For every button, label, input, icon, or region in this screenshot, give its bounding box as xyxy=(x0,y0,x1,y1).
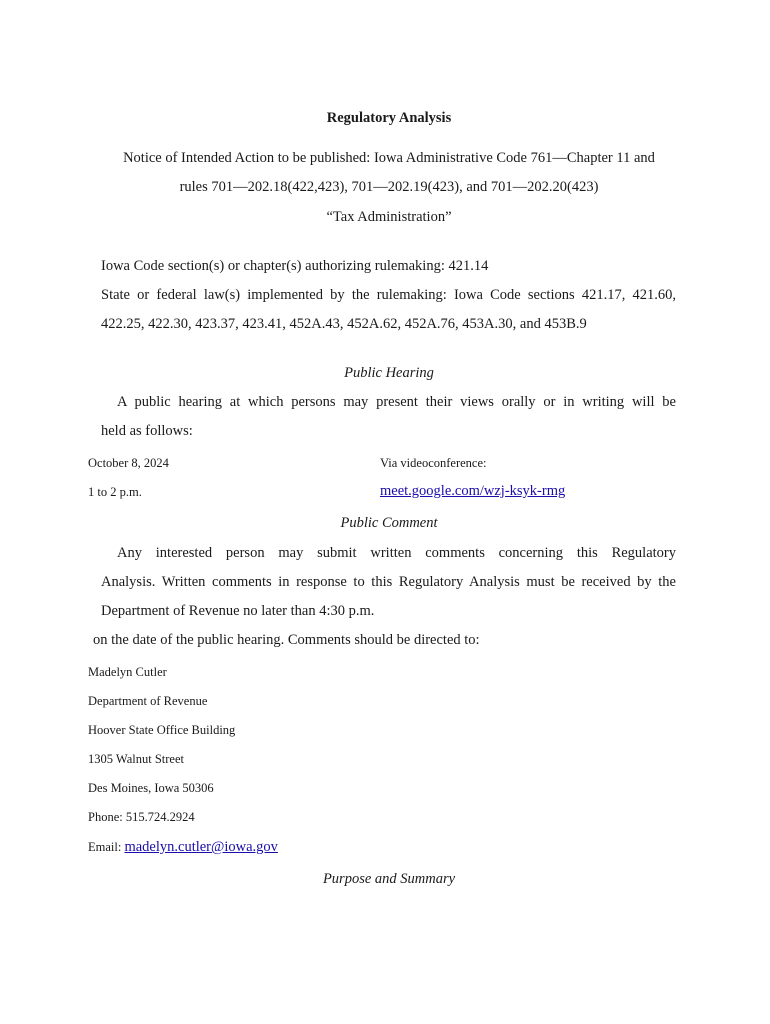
authority-line-1: Iowa Code section(s) or chapter(s) authorizing rulemaking: 421.14 xyxy=(101,258,489,274)
document-title: Regulatory Analysis xyxy=(326,110,452,126)
contact-department: Department of Revenue xyxy=(88,694,208,708)
authority-line-2: State or federal law(s) implemented by the rulemaking: Iowa Code sections 421.17, 421.60, xyxy=(101,287,676,303)
contact-street: 1305 Walnut Street xyxy=(88,752,184,766)
contact-city: Des Moines, Iowa 50306 xyxy=(88,781,214,795)
contact-email-label: Email: xyxy=(88,840,122,854)
hearing-location-label: Via videoconference: xyxy=(380,456,487,470)
authority-line-3: 422.25, 422.30, 423.37, 423.41, 452A.43, 452A.62, 452A.76, 453A.30, and 453B.9 xyxy=(101,316,587,332)
public-comment-para-line-1: Any interested person may submit written comments concerning this Regulatory xyxy=(117,545,676,561)
public-hearing-para-line-1: A public hearing at which persons may present their views orally or in writing will be xyxy=(117,394,676,410)
notice-line-3: “Tax Administration” xyxy=(326,209,452,225)
purpose-summary-heading: Purpose and Summary xyxy=(322,871,456,887)
contact-name: Madelyn Cutler xyxy=(88,665,167,679)
hearing-time: 1 to 2 p.m. xyxy=(88,485,142,499)
public-comment-para-line-2: Analysis. Written comments in response to this Regulatory Analysis must be received by the xyxy=(101,574,676,590)
public-hearing-heading: Public Hearing xyxy=(344,365,434,381)
public-comment-para-line-3: Department of Revenue no later than 4:30 p.m. xyxy=(101,603,375,619)
public-hearing-para-line-2: held as follows: xyxy=(101,423,193,439)
notice-line-1: Notice of Intended Action to be published: Iowa Administrative Code 761—Chapter 11 and xyxy=(123,150,655,166)
public-comment-para-line-4: on the date of the public hearing. Comments should be directed to: xyxy=(93,632,480,648)
contact-phone: Phone: 515.724.2924 xyxy=(88,810,195,824)
contact-email-link[interactable]: madelyn.cutler@iowa.gov xyxy=(124,839,278,855)
contact-building: Hoover State Office Building xyxy=(88,723,236,737)
videoconference-link[interactable]: meet.google.com/wzj-ksyk-rmg xyxy=(380,483,566,499)
hearing-date: October 8, 2024 xyxy=(88,456,169,470)
public-comment-heading: Public Comment xyxy=(340,515,438,531)
contact-email-row xyxy=(88,838,278,856)
notice-line-2: rules 701—202.18(422,423), 701—202.19(423), and 701—202.20(423) xyxy=(179,179,599,195)
